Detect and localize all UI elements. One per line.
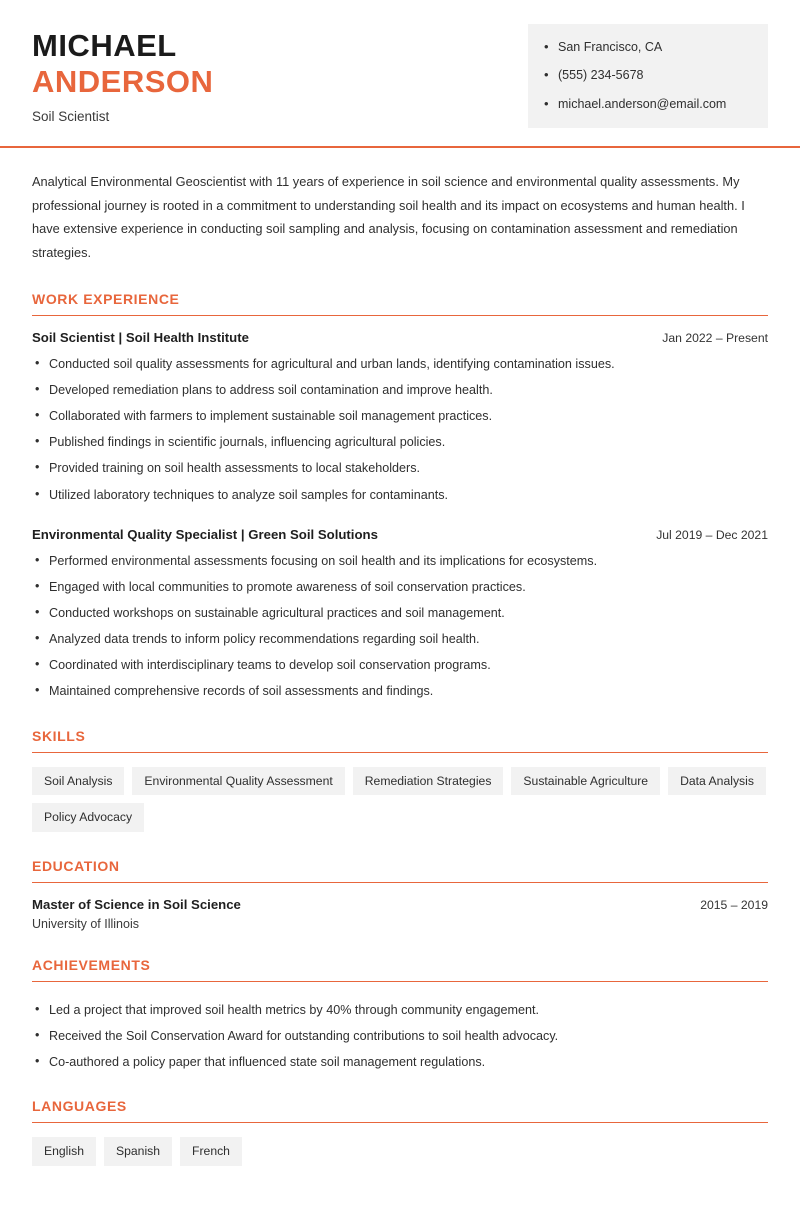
experience-entry-header xyxy=(32,527,768,542)
skill-chip: Policy Advocacy xyxy=(32,803,144,832)
contact-email[interactable]: • michael.anderson@email.com xyxy=(544,95,746,114)
list-item: • Coordinated with interdisciplinary teams to develop soil conservation programs. xyxy=(32,655,768,675)
resume-header xyxy=(0,0,800,138)
skill-chip: Soil Analysis xyxy=(32,767,124,796)
section-divider xyxy=(32,1122,768,1123)
resume-body xyxy=(0,170,800,1206)
education-degree: Master of Science in Soil Science xyxy=(32,896,241,912)
section-title-achievements: ACHIEVEMENTS xyxy=(32,956,151,973)
first-name: MICHAEL xyxy=(32,28,177,63)
section-achievements xyxy=(32,957,768,1072)
contact-location: • San Francisco, CA xyxy=(544,38,746,57)
languages-chip-list xyxy=(32,1137,768,1166)
section-education xyxy=(32,858,768,931)
list-item: • Led a project that improved soil health metrics by 40% through community engagement. xyxy=(32,1000,768,1020)
last-name: ANDERSON xyxy=(32,63,214,99)
language-chip: French xyxy=(180,1137,242,1166)
section-title-languages: LANGUAGES xyxy=(32,1098,127,1115)
list-item: • Published findings in scientific journals, influencing agricultural policies. xyxy=(32,432,768,452)
list-item: • Collaborated with farmers to implement sustainable soil management practices. xyxy=(32,406,768,426)
section-languages xyxy=(32,1098,768,1166)
section-divider xyxy=(32,315,768,316)
list-item: • Provided training on soil health assessments to local stakeholders. xyxy=(32,458,768,478)
contact-list xyxy=(544,38,746,114)
skills-chip-list xyxy=(32,767,768,832)
experience-date: Jan 2022 – Present xyxy=(662,330,768,345)
experience-title: Environmental Quality Specialist | Green Soil Solutions xyxy=(32,526,378,542)
skill-chip: Data Analysis xyxy=(668,767,766,796)
identity-block xyxy=(32,22,213,124)
language-chip: English xyxy=(32,1137,96,1166)
job-title: Soil Scientist xyxy=(32,109,110,125)
section-divider xyxy=(32,981,768,982)
list-item: • Utilized laboratory techniques to analyze soil samples for contaminants. xyxy=(32,485,768,505)
section-title-education: EDUCATION xyxy=(32,857,120,874)
experience-entry-header xyxy=(32,330,768,345)
section-divider xyxy=(32,752,768,753)
section-title-skills: SKILLS xyxy=(32,727,86,744)
header-divider xyxy=(0,146,800,148)
contact-phone: • (555) 234-5678 xyxy=(544,66,746,85)
list-item: • Performed environmental assessments focusing on soil health and its implications for ecosystems. xyxy=(32,551,768,571)
list-item: • Analyzed data trends to inform policy recommendations regarding soil health. xyxy=(32,629,768,649)
experience-entry xyxy=(32,330,768,505)
section-title-work-experience: WORK EXPERIENCE xyxy=(32,290,180,307)
section-divider xyxy=(32,882,768,883)
list-item: • Conducted soil quality assessments for agricultural and urban lands, identifying contamination issues. xyxy=(32,354,768,374)
professional-summary: Analytical Environmental Geoscientist with 11 years of experience in soil science and environmental quality assessments. My professional journey is rooted in a commitment to understanding soil health and its impact on ecosystems and human health. I have extensive experience in conducting soil sampling and analysis, focusing on contamination assessment and remediation strategies. xyxy=(32,174,745,261)
skill-chip: Sustainable Agriculture xyxy=(511,767,660,796)
language-chip: Spanish xyxy=(104,1137,172,1166)
experience-title: Soil Scientist | Soil Health Institute xyxy=(32,329,249,345)
list-item: • Engaged with local communities to promote awareness of soil conservation practices. xyxy=(32,577,768,597)
experience-bullets xyxy=(32,551,768,702)
education-entry xyxy=(32,897,768,931)
experience-bullets xyxy=(32,354,768,505)
education-date: 2015 – 2019 xyxy=(700,897,768,912)
list-item: • Conducted workshops on sustainable agricultural practices and soil management. xyxy=(32,603,768,623)
skill-chip: Remediation Strategies xyxy=(353,767,504,796)
experience-entry xyxy=(32,527,768,702)
achievements-list xyxy=(32,1000,768,1072)
experience-date: Jul 2019 – Dec 2021 xyxy=(656,527,768,542)
contact-box xyxy=(528,24,768,128)
section-skills xyxy=(32,728,768,832)
list-item: • Received the Soil Conservation Award for outstanding contributions to soil health advocacy. xyxy=(32,1026,768,1046)
list-item: • Developed remediation plans to address soil contamination and improve health. xyxy=(32,380,768,400)
skill-chip: Environmental Quality Assessment xyxy=(132,767,344,796)
list-item: • Maintained comprehensive records of soil assessments and findings. xyxy=(32,681,768,701)
list-item: • Co-authored a policy paper that influenced state soil management regulations. xyxy=(32,1052,768,1072)
section-work-experience xyxy=(32,291,768,702)
education-entry-header xyxy=(32,897,768,912)
education-school: University of Illinois xyxy=(32,916,139,931)
